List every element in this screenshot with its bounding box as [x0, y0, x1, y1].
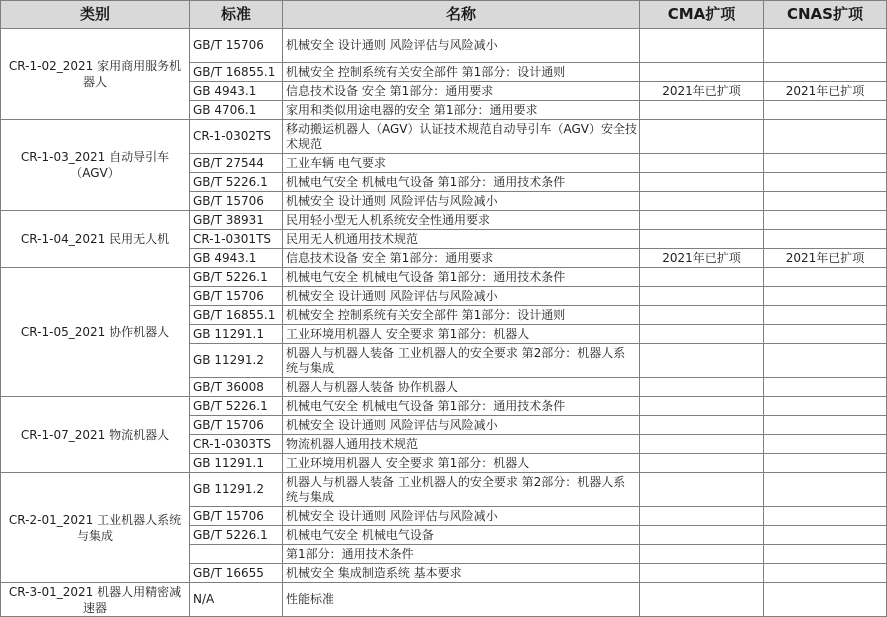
standard-cell: CR-1-0302TS — [190, 120, 283, 154]
header-cma: CMA扩项 — [640, 1, 764, 29]
cma-cell — [640, 268, 764, 287]
standard-cell: GB 4943.1 — [190, 249, 283, 268]
cnas-cell — [764, 397, 887, 416]
header-standard: 标准 — [190, 1, 283, 29]
cnas-cell — [764, 378, 887, 397]
name-cell: 机械安全 设计通则 风险评估与风险减小 — [283, 507, 640, 526]
standard-cell: GB/T 16855.1 — [190, 63, 283, 82]
table-row — [1, 120, 887, 154]
cma-cell — [640, 416, 764, 435]
name-cell: 性能标准 — [283, 583, 640, 617]
name-cell: 移动搬运机器人（AGV）认证技术规范自动导引车（AGV）安全技术规范 — [283, 120, 640, 154]
standard-cell: CR-1-0301TS — [190, 230, 283, 249]
standard-cell: GB 4943.1 — [190, 82, 283, 101]
name-cell: 机械安全 控制系统有关安全部件 第1部分：设计通则 — [283, 63, 640, 82]
cma-cell — [640, 287, 764, 306]
cma-cell — [640, 526, 764, 545]
cnas-cell — [764, 344, 887, 378]
cma-cell — [640, 473, 764, 507]
standard-cell: GB/T 15706 — [190, 29, 283, 63]
cnas-cell — [764, 154, 887, 173]
table-row — [1, 473, 887, 507]
table-row — [1, 397, 887, 416]
standard-cell: N/A — [190, 583, 283, 617]
name-cell: 机械安全 设计通则 风险评估与风险减小 — [283, 416, 640, 435]
name-cell: 机械安全 控制系统有关安全部件 第1部分：设计通则 — [283, 306, 640, 325]
category-cell: CR-1-07_2021 物流机器人 — [1, 397, 190, 473]
cma-cell — [640, 120, 764, 154]
cnas-cell — [764, 435, 887, 454]
category-cell: CR-1-02_2021 家用商用服务机器人 — [1, 29, 190, 120]
standard-cell: CR-1-0303TS — [190, 435, 283, 454]
standard-cell: GB 11291.2 — [190, 473, 283, 507]
cnas-cell — [764, 473, 887, 507]
cnas-cell — [764, 268, 887, 287]
standard-cell: GB/T 16855.1 — [190, 306, 283, 325]
name-cell: 工业环境用机器人 安全要求 第1部分：机器人 — [283, 454, 640, 473]
cma-cell — [640, 101, 764, 120]
cnas-cell — [764, 173, 887, 192]
standard-cell: GB/T 36008 — [190, 378, 283, 397]
cnas-cell — [764, 507, 887, 526]
cma-cell — [640, 63, 764, 82]
category-cell: CR-3-01_2021 机器人用精密减速器 — [1, 583, 190, 617]
name-cell: 机器人与机器人装备 工业机器人的安全要求 第2部分：机器人系统与集成 — [283, 344, 640, 378]
cnas-cell — [764, 287, 887, 306]
name-cell: 机器人与机器人装备 协作机器人 — [283, 378, 640, 397]
cma-cell — [640, 397, 764, 416]
cnas-cell: 2021年已扩项 — [764, 249, 887, 268]
cnas-cell — [764, 211, 887, 230]
table-row — [1, 268, 887, 287]
cnas-cell — [764, 454, 887, 473]
standard-cell: GB/T 15706 — [190, 416, 283, 435]
header-category: 类别 — [1, 1, 190, 29]
standard-cell: GB 11291.2 — [190, 344, 283, 378]
cma-cell — [640, 154, 764, 173]
standard-cell: GB/T 16655 — [190, 564, 283, 583]
cma-cell — [640, 583, 764, 617]
name-cell: 工业车辆 电气要求 — [283, 154, 640, 173]
cnas-cell — [764, 583, 887, 617]
name-cell: 工业环境用机器人 安全要求 第1部分：机器人 — [283, 325, 640, 344]
cnas-cell — [764, 230, 887, 249]
cma-cell — [640, 306, 764, 325]
cma-cell — [640, 230, 764, 249]
cma-cell — [640, 454, 764, 473]
name-cell: 机械安全 设计通则 风险评估与风险减小 — [283, 29, 640, 63]
cnas-cell — [764, 416, 887, 435]
cma-cell — [640, 564, 764, 583]
standard-cell: GB/T 38931 — [190, 211, 283, 230]
name-cell: 第1部分：通用技术条件 — [283, 545, 640, 564]
cma-cell — [640, 211, 764, 230]
category-cell: CR-1-04_2021 民用无人机 — [1, 211, 190, 268]
standard-cell: GB/T 5226.1 — [190, 526, 283, 545]
header-cnas: CNAS扩项 — [764, 1, 887, 29]
standard-cell: GB/T 15706 — [190, 287, 283, 306]
cnas-cell — [764, 192, 887, 211]
cma-cell — [640, 435, 764, 454]
standard-cell: GB/T 5226.1 — [190, 173, 283, 192]
cma-cell — [640, 545, 764, 564]
standard-cell: GB 4706.1 — [190, 101, 283, 120]
standard-cell: GB/T 5226.1 — [190, 268, 283, 287]
name-cell: 机械安全 设计通则 风险评估与风险减小 — [283, 287, 640, 306]
category-cell: CR-2-01_2021 工业机器人系统与集成 — [1, 473, 190, 583]
table-row — [1, 29, 887, 63]
cma-cell — [640, 173, 764, 192]
cnas-cell — [764, 564, 887, 583]
cnas-cell: 2021年已扩项 — [764, 82, 887, 101]
name-cell: 物流机器人通用技术规范 — [283, 435, 640, 454]
name-cell: 机械电气安全 机械电气设备 — [283, 526, 640, 545]
cma-cell: 2021年已扩项 — [640, 82, 764, 101]
name-cell: 家用和类似用途电器的安全 第1部分：通用要求 — [283, 101, 640, 120]
header-name: 名称 — [283, 1, 640, 29]
name-cell: 机械电气安全 机械电气设备 第1部分：通用技术条件 — [283, 397, 640, 416]
standard-cell: GB 11291.1 — [190, 454, 283, 473]
standard-cell: GB/T 5226.1 — [190, 397, 283, 416]
standard-cell — [190, 545, 283, 564]
cnas-cell — [764, 101, 887, 120]
name-cell: 民用轻小型无人机系统安全性通用要求 — [283, 211, 640, 230]
cma-cell — [640, 325, 764, 344]
table-row — [1, 583, 887, 617]
standard-cell: GB/T 15706 — [190, 507, 283, 526]
name-cell: 信息技术设备 安全 第1部分：通用要求 — [283, 249, 640, 268]
cma-cell — [640, 192, 764, 211]
name-cell: 机械电气安全 机械电气设备 第1部分：通用技术条件 — [283, 173, 640, 192]
name-cell: 机械安全 设计通则 风险评估与风险减小 — [283, 192, 640, 211]
name-cell: 机械安全 集成制造系统 基本要求 — [283, 564, 640, 583]
cnas-cell — [764, 63, 887, 82]
cnas-cell — [764, 306, 887, 325]
standard-cell: GB 11291.1 — [190, 325, 283, 344]
cma-cell — [640, 29, 764, 63]
name-cell: 机械电气安全 机械电气设备 第1部分：通用技术条件 — [283, 268, 640, 287]
standard-cell: GB/T 27544 — [190, 154, 283, 173]
name-cell: 信息技术设备 安全 第1部分：通用要求 — [283, 82, 640, 101]
cma-cell — [640, 378, 764, 397]
table-row — [1, 211, 887, 230]
cma-cell — [640, 344, 764, 378]
cma-cell: 2021年已扩项 — [640, 249, 764, 268]
standard-cell: GB/T 15706 — [190, 192, 283, 211]
cnas-cell — [764, 526, 887, 545]
category-cell: CR-1-05_2021 协作机器人 — [1, 268, 190, 397]
name-cell: 民用无人机通用技术规范 — [283, 230, 640, 249]
cma-cell — [640, 507, 764, 526]
cnas-cell — [764, 325, 887, 344]
cnas-cell — [764, 120, 887, 154]
cnas-cell — [764, 29, 887, 63]
header-row — [1, 1, 887, 29]
cnas-cell — [764, 545, 887, 564]
category-cell: CR-1-03_2021 自动导引车（AGV） — [1, 120, 190, 211]
name-cell: 机器人与机器人装备 工业机器人的安全要求 第2部分：机器人系统与集成 — [283, 473, 640, 507]
